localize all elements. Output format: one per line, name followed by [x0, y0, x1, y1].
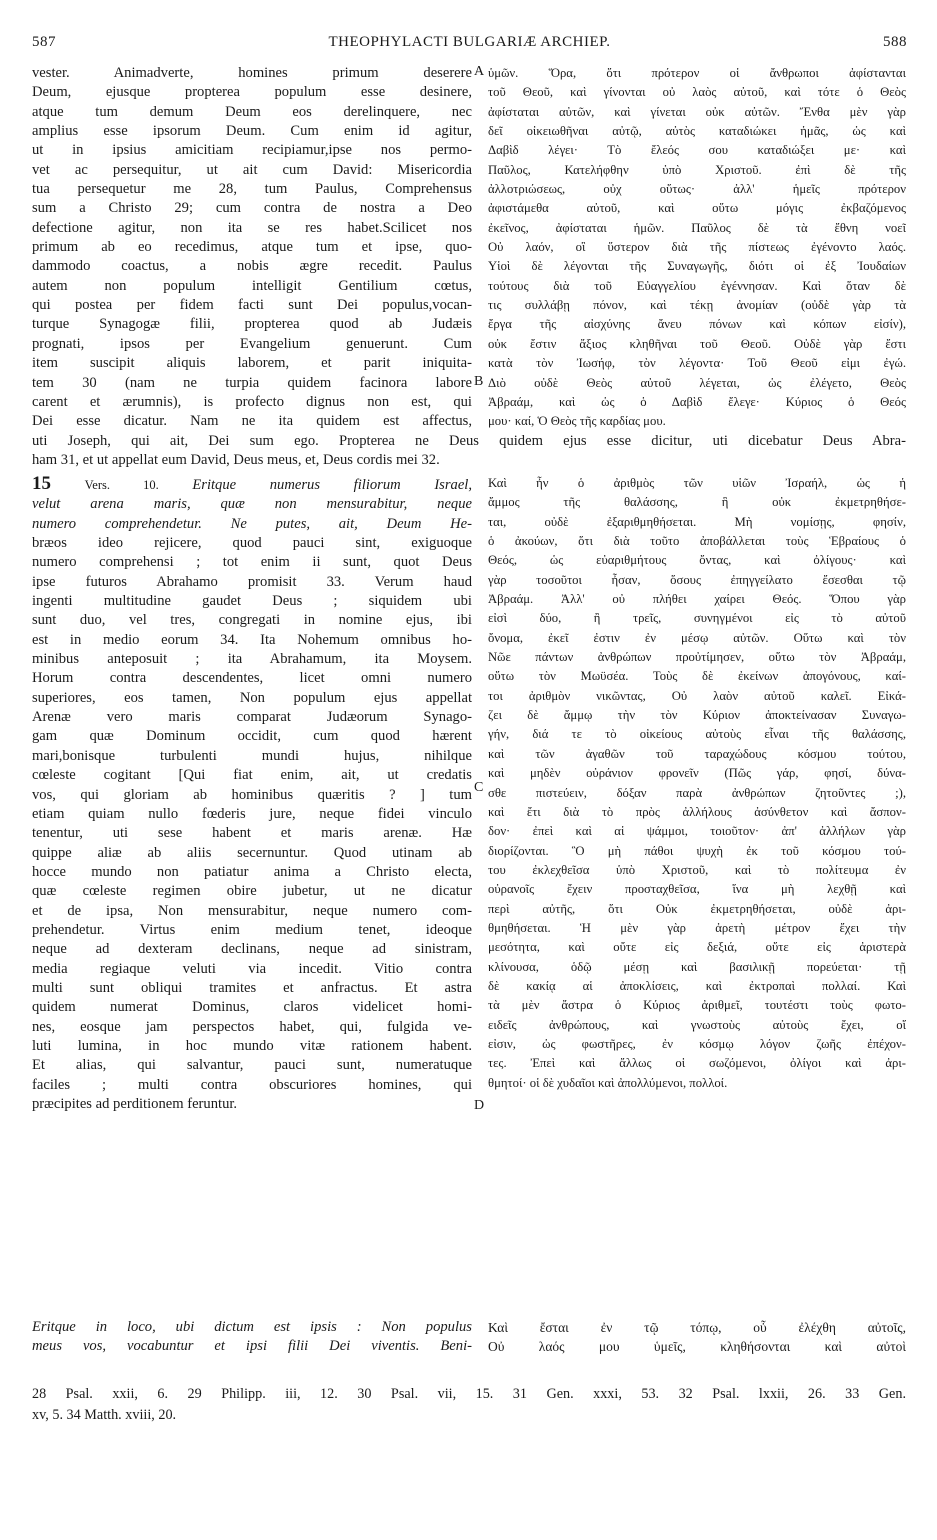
text-line: ham 31, et ut appellat eum David, Deus meus, et, Deus cordis mei 32. — [32, 452, 440, 469]
text-line: ut in ipsius amicitiam recipiamur,ipse nos permo- — [32, 142, 472, 159]
text-line: τούτους διὰ τοῦ Εὐαγγελίου ἐγέννησαν. Καὶ ὅταν δὲ — [488, 278, 906, 293]
text-line: μεσότητα, καὶ οὔτε εἰς δεξιά, οὔτε εἰς ἀριστερὰ — [488, 940, 906, 955]
text-line: prehendetur. Virtus enim medium tenet, ideoque — [32, 921, 472, 938]
text-line: Deum, ejusque propterea populum esse desinere, — [32, 84, 472, 101]
text-line: bræos ideo rejicere, quod pauci sint, exiguoque — [32, 535, 472, 552]
text-line: κατὰ τὸν Ἰωσήφ, τὸν λέγοντα· Τοῦ Θεοῦ εἰμι ἐγώ. — [488, 356, 906, 371]
text-line: præcipites ad perditionem feruntur. — [32, 1096, 238, 1112]
text-line: ὄνομα, ἐκεῖ ἐστιν ἐν μέσῳ αὐτῶν. Οὕτω καὶ τὸν — [488, 630, 906, 645]
text-line: γήν, διά τε τὸ οἰκείους αὐτοὺς εἶναι τῆς θαλάσσης, — [488, 727, 906, 742]
text-line: atque tum demum Deum eos derelinquere, nec — [32, 103, 472, 120]
text-line: θμηθήσεται. Ἡ μὲν γὰρ ἀρετὴ μέτρον ἔχει τὴν — [488, 920, 906, 935]
text-line: 28 Psal. xxii, 6. 29 Philipp. iii, 12. 30 Psal. vii, 15. 31 Gen. xxxi, 53. 32 Psal. lxxii, 26. 33 Gen. — [32, 1386, 906, 1402]
text-line: sunt duo, vel tres, congregati in nomine ejus, ibi — [32, 612, 472, 629]
text-line: καὶ μηδὲν οὐράνιον φρονεῖν (Πῶς γάρ, φησί, δύνα- — [488, 766, 906, 781]
text-line: superiores, eos tamen, Non populum ejus appellat — [32, 689, 472, 706]
text-line: dammodo coactus, a nobis ægre recedit. Paulus — [32, 258, 472, 275]
latin-column-2 — [32, 474, 472, 1114]
text-line: minibus anteposuit ; ita Abrahamum, ita Moysem. — [32, 651, 472, 668]
text-line: amplius esse ipsorum Deum. Cum enim id agitur, — [32, 123, 472, 140]
text-line: Ἀβραάμ. Ἀλλ' οὐ πλήθει χαίρει Θεός. Ὅπου γὰρ — [488, 592, 906, 607]
text-line: ἀφιστάμεθα αὐτοῦ, καὶ οὕτω μόγις ἐκβαζόμενος — [488, 201, 906, 216]
text-line: περὶ αὐτῆς, ὅτι Οὐκ ἐκμετρηθήσεται, οὐδὲ ἀρι- — [488, 901, 906, 916]
text-line: οὕτω τὸν Μωϋσέα. Τοὺς δὲ ἐκείνων ἀπογόνους, καί- — [488, 669, 906, 684]
text-line: Υἱοὶ δὲ λέγονται τῆς Συναγωγῆς, διότι οἱ ἐξ Ἰουδαίων — [488, 259, 906, 274]
text-line: tenentur, uti sese habent et maris arenæ. Hæ — [32, 825, 472, 842]
text-line: Horum contra descendentes, licet omni numero — [32, 670, 472, 687]
text-line: tem 30 (nam ne turpia quidem facinora labore — [32, 374, 472, 391]
text-line: τες. Ἐπεὶ καὶ ἄλλως οἱ σωζόμενοι, ὀλίγοι καὶ ἀρι- — [488, 1056, 906, 1071]
text-line: qui postea per fidem facti sunt Dei populus,vocan- — [32, 297, 472, 314]
margin-marker-c: C — [474, 780, 484, 795]
text-line: primum ab eo recedimus, atque tum et ipse, quo- — [32, 239, 472, 256]
text-line: ὑμῶν. Ὅρα, ὅτι πρότερον οἱ ἄνθρωποι ἀφίστανται — [488, 66, 906, 80]
text-line: εἰσὶ δύο, ἢ τρεῖς, συνηγμένοι εἰς τὸ αὐτοῦ — [488, 611, 906, 626]
text-line: item suscipit aliquis laborem, et parit iniquita- — [32, 355, 472, 372]
text-line: etiam quiam nullo fœderis jure, neque fidei vinculo — [32, 805, 472, 822]
verse-label: Vers. 10. — [84, 478, 159, 492]
text-line: Ἀβραάμ, καὶ ὡς ὁ Δαβὶδ ἔλεγε· Κύριος ὁ Θεός — [488, 394, 906, 409]
text-line: Δαβὶδ λέγει· Τὸ ἔλεός σου καταδιώξει με· καὶ — [488, 143, 906, 158]
text-line: ἐκεῖνος, ἀφίσταται ἡμῶν. Παῦλος δὲ τὰ ἔθνη νοεῖ — [488, 220, 906, 235]
text-line: quæ cœleste regimen obire jubetur, ut ne dicatur — [32, 883, 472, 900]
text-line: defectione agitur, non ita se res habet.Scilicet nos — [32, 219, 472, 236]
text-line: media regiaque veluti via incedit. Vitio contra — [32, 960, 472, 977]
margin-marker-d: D — [474, 1098, 485, 1113]
text-line: κλίνουσα, ὁδῷ μέσῃ καὶ βασιλικῇ πορεύεται· τῇ — [488, 959, 906, 974]
text-line: nes, eosque jam perspectos habet, qui, fulgida ve- — [32, 1018, 472, 1035]
text-line: Eritque in loco, ubi dictum est ipsis : Non populus — [32, 1319, 472, 1335]
text-line: velut arena maris, quæ non mensurabitur, neque — [32, 496, 472, 513]
greek-column-3 — [488, 1318, 906, 1357]
page-header — [32, 34, 907, 56]
text-line: Θεός, ὡς εὐαριθμήτους ὄντας, καὶ ὀλίγους· καὶ — [488, 553, 906, 568]
text-line: vos, qui gloriam ab hominibus quæritis ? ] tum — [32, 786, 472, 803]
text-line: ειδεῖς ἀνθρώπους, καὶ γνωστοὺς αὐτοὺς ἔχει, οἵ — [488, 1017, 906, 1032]
text-line: εἰσιν, ὡς φωστῆρες, ἐν κόσμῳ λόγον ζωῆς ἐπέχον- — [488, 1036, 906, 1051]
text-line: hocce mundo non patiatur anima a Christo electa, — [32, 863, 472, 880]
text-line: vester. Animadverte, homines primum deserere — [32, 65, 472, 81]
text-line: gam quæ Dominum occidit, cum quod hærent — [32, 728, 472, 745]
text-line: του ἐκλεχθεῖσα ὑπὸ Χριστοῦ, καὶ τὸ πολίτευμα ἐν — [488, 862, 906, 877]
text-line: luti lumina, in hoc mundo vitæ rationem habent. — [32, 1037, 472, 1054]
text-line: ἀφίσταται αὐτῶν, καὶ γίνεται οὐκ αὐτῶν. Ἔνθα μὲν γὰρ — [488, 104, 906, 119]
text-line: Παῦλος, Κατελήφθην ὑπὸ Χριστοῦ. ἐπὶ δὲ τῆς — [488, 162, 906, 177]
latin-column-1 — [32, 64, 472, 432]
text-line: τοῦ Θεοῦ, καὶ γίνονται οὐ λαὸς αὐτοῦ, καὶ τότε ὁ Θεὸς — [488, 85, 906, 100]
text-line: ἀλλοτριώσεως, οὐχ οὕτως· ἀλλ' ἡμεῖς πρότερον — [488, 182, 906, 197]
text-line: uti Joseph, qui ait, Dei sum ego. Propterea ne Deus quidem ejus esse dicitur, uti dicebatur Deus Abra- — [32, 433, 906, 449]
text-line: μου· καί, Ὁ Θεὸς τῆς καρδίας μου. — [488, 414, 666, 429]
text-line: διορίζονται. Ὃ μὴ πάθοι ψυχὴ ἐκ τοῦ κόσμου τού- — [488, 843, 906, 858]
verse-number: 15 — [32, 474, 51, 494]
text-line: καὶ τῶν ἀγαθῶν τοῦ ταραχώδους κόσμου τούτου, — [488, 746, 906, 761]
text-line: Dei esse dicatur. Nam ne ita quidem est affectus, — [32, 413, 472, 430]
text-line: Νῶε πάντων ἀνθρώπων προὐτίμησεν, οὕτω τὸν Ἀβραάμ, — [488, 650, 906, 665]
running-title: THEOPHYLACTI BULGARIÆ ARCHIEP. — [328, 34, 611, 50]
text-line: quippe aliæ ab aliis secernuntur. Quod utinam ab — [32, 844, 472, 861]
text-line: carent et ærumnis), is profecto dignus non est, qui — [32, 393, 472, 410]
page-number-left: 587 — [32, 34, 56, 50]
text-line: γὰρ τοσοῦτοι ἦσαν, ὅσους ἐπηγγείλατο ἔσεσθαι τῷ — [488, 572, 906, 587]
text-line: ἔργα τῆς αἰσχύνης ἄνευ πόνων καὶ κόπων εἰσίν), — [488, 317, 906, 332]
text-line: numero comprehensi ; tot enim ii sunt, quot Deus — [32, 554, 472, 571]
text-line: ingenti multitudine gaudet Deus ; siquidem ubi — [32, 593, 472, 610]
text-line: Οὐ λαός μου ὑμεῖς, κληθήσονται καὶ αὐτοὶ — [488, 1339, 906, 1355]
text-line: τις συλλάβῃ πόνον, καὶ τέκῃ ἀνομίαν (οὐδὲ γὰρ τὰ — [488, 298, 906, 313]
text-line: οὐρανοῖς ἔχειν προσταχθεῖσα, ἵνα μὴ λεχθῇ καὶ — [488, 882, 906, 897]
margin-marker-a: A — [474, 64, 485, 79]
text-line: mari,bonisque turbulenti mundi hujus, nihilque — [32, 747, 472, 764]
text-line: Καὶ ἦν ὁ ἀριθμὸς τῶν υἱῶν Ἰσραήλ, ὡς ἡ — [488, 476, 906, 490]
text-line: δον· ἐπεὶ καὶ αἱ ψάμμοι, τοιοῦτον· ἀπ' ἀλλήλων γὰρ — [488, 824, 906, 839]
text-line: numero comprehendetur. Ne putes, ait, Deum He- — [32, 515, 472, 532]
footnotes — [32, 1384, 906, 1426]
verse-text-line: Eritque numerus filiorum Israel, — [192, 477, 472, 493]
text-line: Arenæ vero maris comparat Judæorum Synago- — [32, 709, 472, 726]
text-line: autem non populum intelligit Gentilium cœtus, — [32, 277, 472, 294]
text-line: est in medio eorum 34. Ita Nohemum omnibus ho- — [32, 631, 472, 648]
text-line: meus vos, vocabuntur et ipsi filii Dei viventis. Beni- — [32, 1338, 472, 1355]
greek-column-1 — [488, 64, 906, 432]
text-line: tua persequetur me 28, tum Paulus, Comprehensus — [32, 181, 472, 198]
text-line: Διὸ οὐδὲ Θεὸς αὐτοῦ λέγεται, ὡς ἐλέγετο, Θεὸς — [488, 375, 906, 390]
text-line: οὐκ ἔστιν ἄξιος κληθῆναι τοῦ Θεοῦ. Οὐδὲ γὰρ ἔστι — [488, 336, 906, 351]
text-line: prognati, ipsos per Evangelium genuerunt. Cum — [32, 335, 472, 352]
full-width-text — [32, 432, 906, 471]
text-line: xv, 5. 34 Matth. xviii, 20. — [32, 1407, 177, 1423]
text-line: ται, οὐδὲ ἐξαριθμηθήσεται. Μὴ νομίσῃς, φησίν, — [488, 514, 906, 529]
text-line: sum a Christo 29; cum contra de nostra a Deo — [32, 200, 472, 217]
text-line: faciles ; multi contra obscuriores homines, qui — [32, 1076, 472, 1093]
latin-column-3 — [32, 1318, 472, 1357]
text-line: neque ad dexteram declinans, neque ad sinistram, — [32, 941, 472, 958]
text-line: Οὐ λαόν, οἳ ὕστερον διὰ τῆς πίστεως ἐγένοντο λαός. — [488, 240, 906, 255]
text-line: turque Synagogæ filii, propterea quod ab Judæis — [32, 316, 472, 333]
text-line: δὲ κακίᾳ αἱ ἀποκλίσεις, καὶ ἐκτροπαὶ πολλαί. Καὶ — [488, 978, 906, 993]
text-line: δεῖ οἰκειωθῆναι αὐτῷ, αὐτὸς καταδιώκει ἡμᾶς, ὡς καὶ — [488, 124, 906, 139]
text-line: quidem numerat Dominus, claros videlicet homi- — [32, 999, 472, 1016]
text-line: vet ac persequitur, ut ait cum David: Misericordia — [32, 161, 472, 178]
text-line: Et alias, qui salvantur, pauci sunt, numeratuque — [32, 1057, 472, 1074]
greek-column-2 — [488, 474, 906, 1093]
text-line: ἄμμος τῆς θαλάσσης, ἣ οὐκ ἐκμετρηθήσε- — [488, 495, 906, 510]
text-line: ὁ ἀκούων, ὅτι διὰ τοῦτο ἀποβάλλεται τοὺς Ἑβραίους ὁ — [488, 534, 906, 549]
text-line: Καὶ ἔσται ἐν τῷ τόπῳ, οὗ ἐλέχθη αὐτοῖς, — [488, 1320, 906, 1335]
text-line: et de ipsa, Non mensurabitur, neque numero com- — [32, 902, 472, 919]
text-line: multi sunt obliqui tramites et anfractus. Et astra — [32, 979, 472, 996]
text-line: τὰ μὲν ἄστρα ὁ Κύριος ἀριθμεῖ, τουτέστι τοὺς φωτο- — [488, 998, 906, 1013]
text-line: σθε πιστεύειν, δόξαν παρὰ ἀνθρώπων ζητοῦντες ;), — [488, 785, 906, 800]
text-line: τοι ἀριθμὸν νικῶντας, Οὐ λαὸν αὐτοῦ καλεῖ. Εἰκά- — [488, 688, 906, 703]
margin-marker-b: B — [474, 374, 484, 389]
page-number-right: 588 — [883, 34, 907, 50]
text-line: cœleste cogitant [Qui fiat enim, ait, ut credatis — [32, 767, 472, 784]
text-line: θμητοί· οἱ δὲ χυδαῖοι καὶ ἀπολλύμενοι, πολλοί. — [488, 1075, 728, 1090]
text-line: καὶ ἔτι διὰ τὸ πρὸς ἀλλήλους ἀσύνθετον καὶ ἄσπον- — [488, 804, 906, 819]
text-line: ζει δὲ ἄμμῳ τὴν τὸν Κύριον ἀποκτείνασαν Συναγω- — [488, 708, 906, 723]
text-line: ipse futuros Abrahamo promisit 33. Verum haud — [32, 573, 472, 590]
